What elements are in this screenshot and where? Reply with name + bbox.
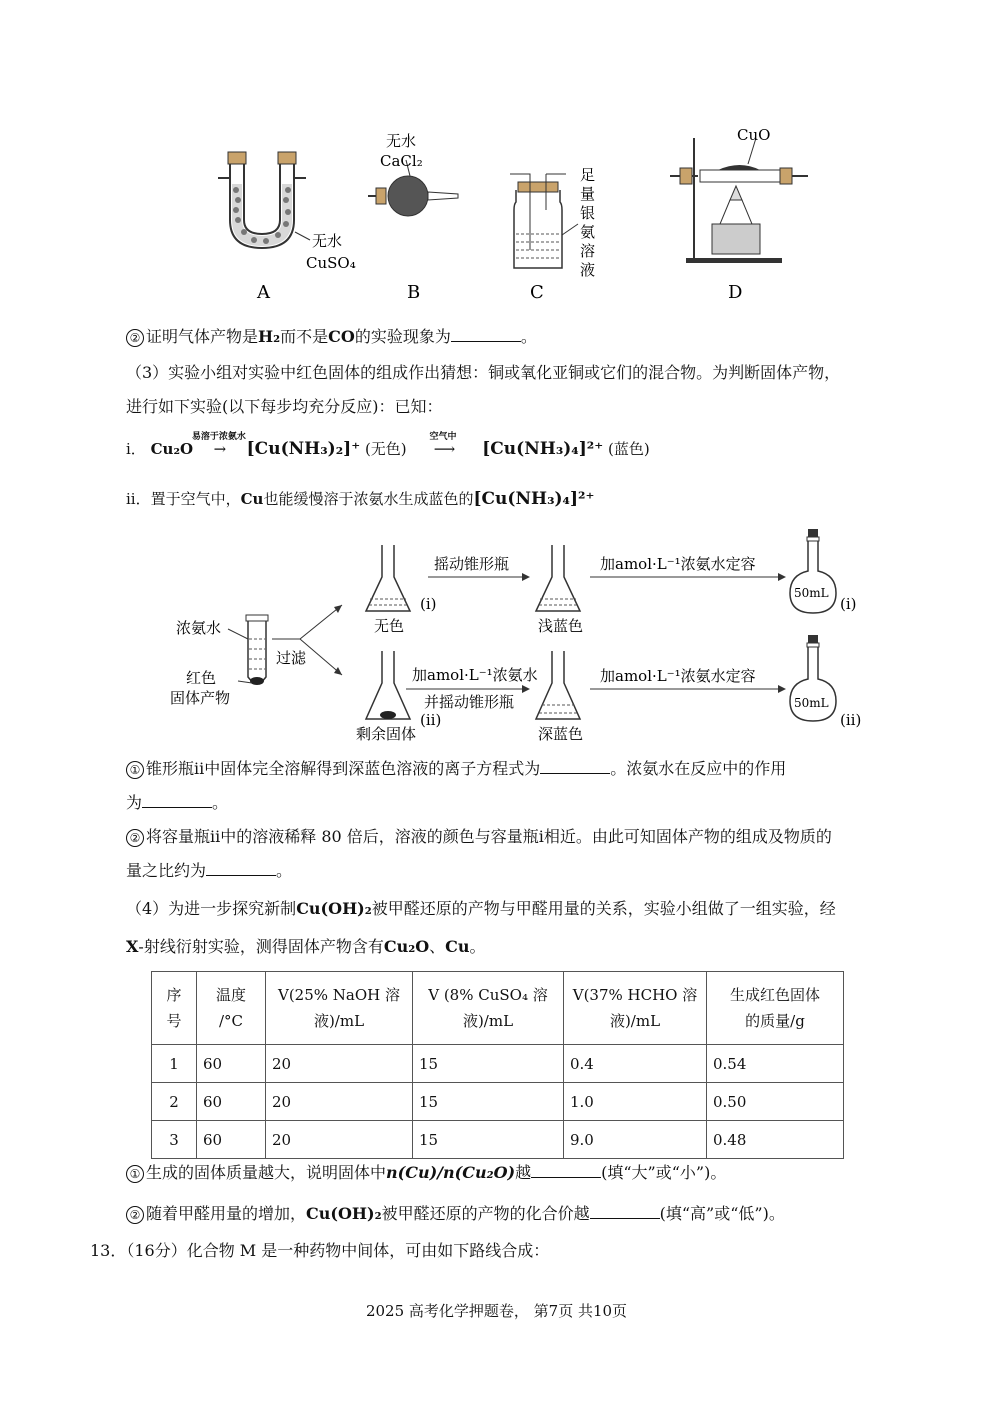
flask-i-light-blue (536, 545, 580, 611)
apparatus-c-label-4: 氨 (580, 223, 596, 241)
table-header-cell: V (8% CuSO₄ 溶 液)/mL (413, 972, 564, 1045)
table-header-cell: 生成红色固体 的质量/g (707, 972, 844, 1045)
question-4-line-2: X-射线衍射实验，测得固体产物含有Cu₂O、Cu。 (126, 937, 486, 956)
volumetric-flask-i-volume: 50mL (794, 586, 829, 600)
flask-i (366, 545, 410, 611)
volumetric-flask-ii-volume: 50mL (794, 696, 829, 710)
flask-i-light-blue-label: 浅蓝色 (538, 617, 584, 635)
known-i: i． Cu₂O 易溶于浓氨水 → [Cu(NH₃)₂]⁺ (无色) 空气中 ⟶ [Cu(NH₃)₄]²⁺ (蓝色) (126, 432, 650, 459)
flask-ii-deep-blue-label: 深蓝色 (538, 725, 584, 743)
flask-i-tag: (ⅰ) (420, 595, 437, 613)
volumetric-flask-ii-tag: (ⅱ) (840, 711, 862, 729)
question-2-part-2: ② 证明气体产物是H₂而不是CO的实验现象为 。 (126, 326, 537, 348)
arrow-air: 空气中 ⟶ (429, 432, 457, 458)
step-fill-i: 加amol·L⁻¹浓氨水定容 (600, 555, 756, 573)
question-13: 13．（16分）化合物 M 是一种药物中间体，可由如下路线合成： (90, 1241, 550, 1260)
flask-ii-tag: (ⅱ) (420, 711, 442, 729)
apparatus-c-label-3: 银 (580, 204, 596, 222)
question-4-part-2: ② 随着甲醛用量的增加，Cu(OH)₂被甲醛还原的产物的化合价越 (填“高”或“低”)。 (126, 1203, 785, 1225)
table-header-cell: 序 号 (152, 972, 197, 1045)
circled-number: ② (126, 329, 144, 347)
question-3-part-1-cont: 为 。 (126, 793, 229, 812)
apparatus-d-heating (670, 138, 808, 263)
apparatus-c-label-5: 溶 (580, 242, 596, 260)
flask-i-label: 无色 (374, 617, 405, 635)
apparatus-a-label-2: CuSO₄ (306, 254, 356, 272)
table-row: 2 60 20 15 1.0 0.50 (152, 1083, 844, 1121)
apparatus-b-letter: B (407, 282, 421, 303)
answer-blank[interactable] (540, 759, 610, 774)
question-3-part-2-cont: 量之比约为 。 (126, 861, 293, 880)
apparatus-c-wash-bottle (510, 174, 578, 268)
apparatus-figure (200, 120, 820, 310)
circled-number: ② (126, 1206, 144, 1224)
question-3-part-2: ② 将容量瓶ⅱ中的溶液稀释 80 倍后，溶液的颜色与容量瓶ⅰ相近。由此可知固体产物的组成及物质的 (126, 826, 832, 848)
question-4-part-1: ① 生成的固体质量越大，说明固体中n(Cu)/n(Cu₂O)越 (填“大”或“小”)。 (126, 1162, 726, 1184)
circled-number: ② (126, 829, 144, 847)
apparatus-c-label-1: 足 (580, 166, 596, 184)
question-4-line-1: （4）为进一步探究新制Cu(OH)₂被甲醛还原的产物与甲醛用量的关系，实验小组做了一组实验，经 (126, 899, 836, 918)
tube-top-label: 浓氨水 (176, 619, 222, 637)
arrow-dissolve: 易溶于浓氨水 → (191, 432, 246, 458)
tube-bottom-label-1: 红色 (186, 669, 217, 687)
experiment-table (151, 971, 844, 1159)
table-row: 1 60 20 15 0.4 0.54 (152, 1045, 844, 1083)
apparatus-d-label: CuO (737, 126, 771, 144)
question-3-intro-line-1: （3）实验小组对实验中红色固体的组成作出猜想：铜或氧化亚铜或它们的混合物。为判断固体产物， (126, 363, 841, 382)
filter-label: 过滤 (276, 649, 307, 667)
answer-blank[interactable] (451, 327, 521, 342)
apparatus-c-label-6: 液 (580, 261, 596, 279)
table-header-row (152, 972, 844, 1045)
volumetric-flask-i-tag: (ⅰ) (840, 595, 857, 613)
apparatus-a-letter: A (257, 282, 270, 303)
page-footer: 2025 高考化学押题卷， 第7页 共10页 (365, 1302, 628, 1320)
apparatus-d-letter: D (728, 282, 743, 303)
step-add-line-2: 并摇动锥形瓶 (424, 693, 515, 711)
question-3-part-1: ① 锥形瓶ⅱ中固体完全溶解得到深蓝色溶液的离子方程式为 。浓氨水在反应中的作用 (126, 758, 786, 780)
tube-bottom-label-2: 固体产物 (170, 689, 231, 707)
flask-ii (366, 651, 410, 719)
table-header-cell: V(37% HCHO 溶 液)/mL (564, 972, 707, 1045)
flow-diagram (160, 525, 880, 750)
table-header-cell: V(25% NaOH 溶 液)/mL (266, 972, 413, 1045)
step-fill-ii: 加amol·L⁻¹浓氨水定容 (600, 667, 756, 685)
answer-blank[interactable] (206, 861, 276, 876)
question-3-intro-line-2: 进行如下实验(以下每步均充分反应)：已知： (126, 397, 443, 416)
apparatus-c-letter: C (530, 282, 544, 303)
table-header-cell: 温度 /°C (197, 972, 266, 1045)
apparatus-b-label-1: 无水 (386, 132, 417, 150)
answer-blank[interactable] (590, 1204, 660, 1219)
apparatus-a-u-tube (218, 152, 310, 248)
volumetric-flask-i (790, 529, 836, 613)
test-tube (228, 615, 268, 685)
step-add-line-1: 加amol·L⁻¹浓氨水 (412, 666, 538, 684)
apparatus-b-label-2: CaCl₂ (380, 152, 423, 170)
circled-number: ① (126, 1165, 144, 1183)
known-ii: ii．置于空气中，Cu也能缓慢溶于浓氨水生成蓝色的[Cu(NH₃)₄]²⁺ (126, 489, 595, 509)
answer-blank[interactable] (531, 1163, 601, 1178)
answer-blank[interactable] (142, 793, 212, 808)
flask-ii-label: 剩余固体 (356, 725, 417, 743)
circled-number: ① (126, 761, 144, 779)
table-row: 3 60 20 15 9.0 0.48 (152, 1121, 844, 1159)
step-shake: 摇动锥形瓶 (434, 555, 510, 573)
apparatus-a-label-1: 无水 (312, 232, 343, 250)
flask-ii-deep-blue (536, 651, 580, 719)
apparatus-c-label-2: 量 (580, 185, 596, 203)
